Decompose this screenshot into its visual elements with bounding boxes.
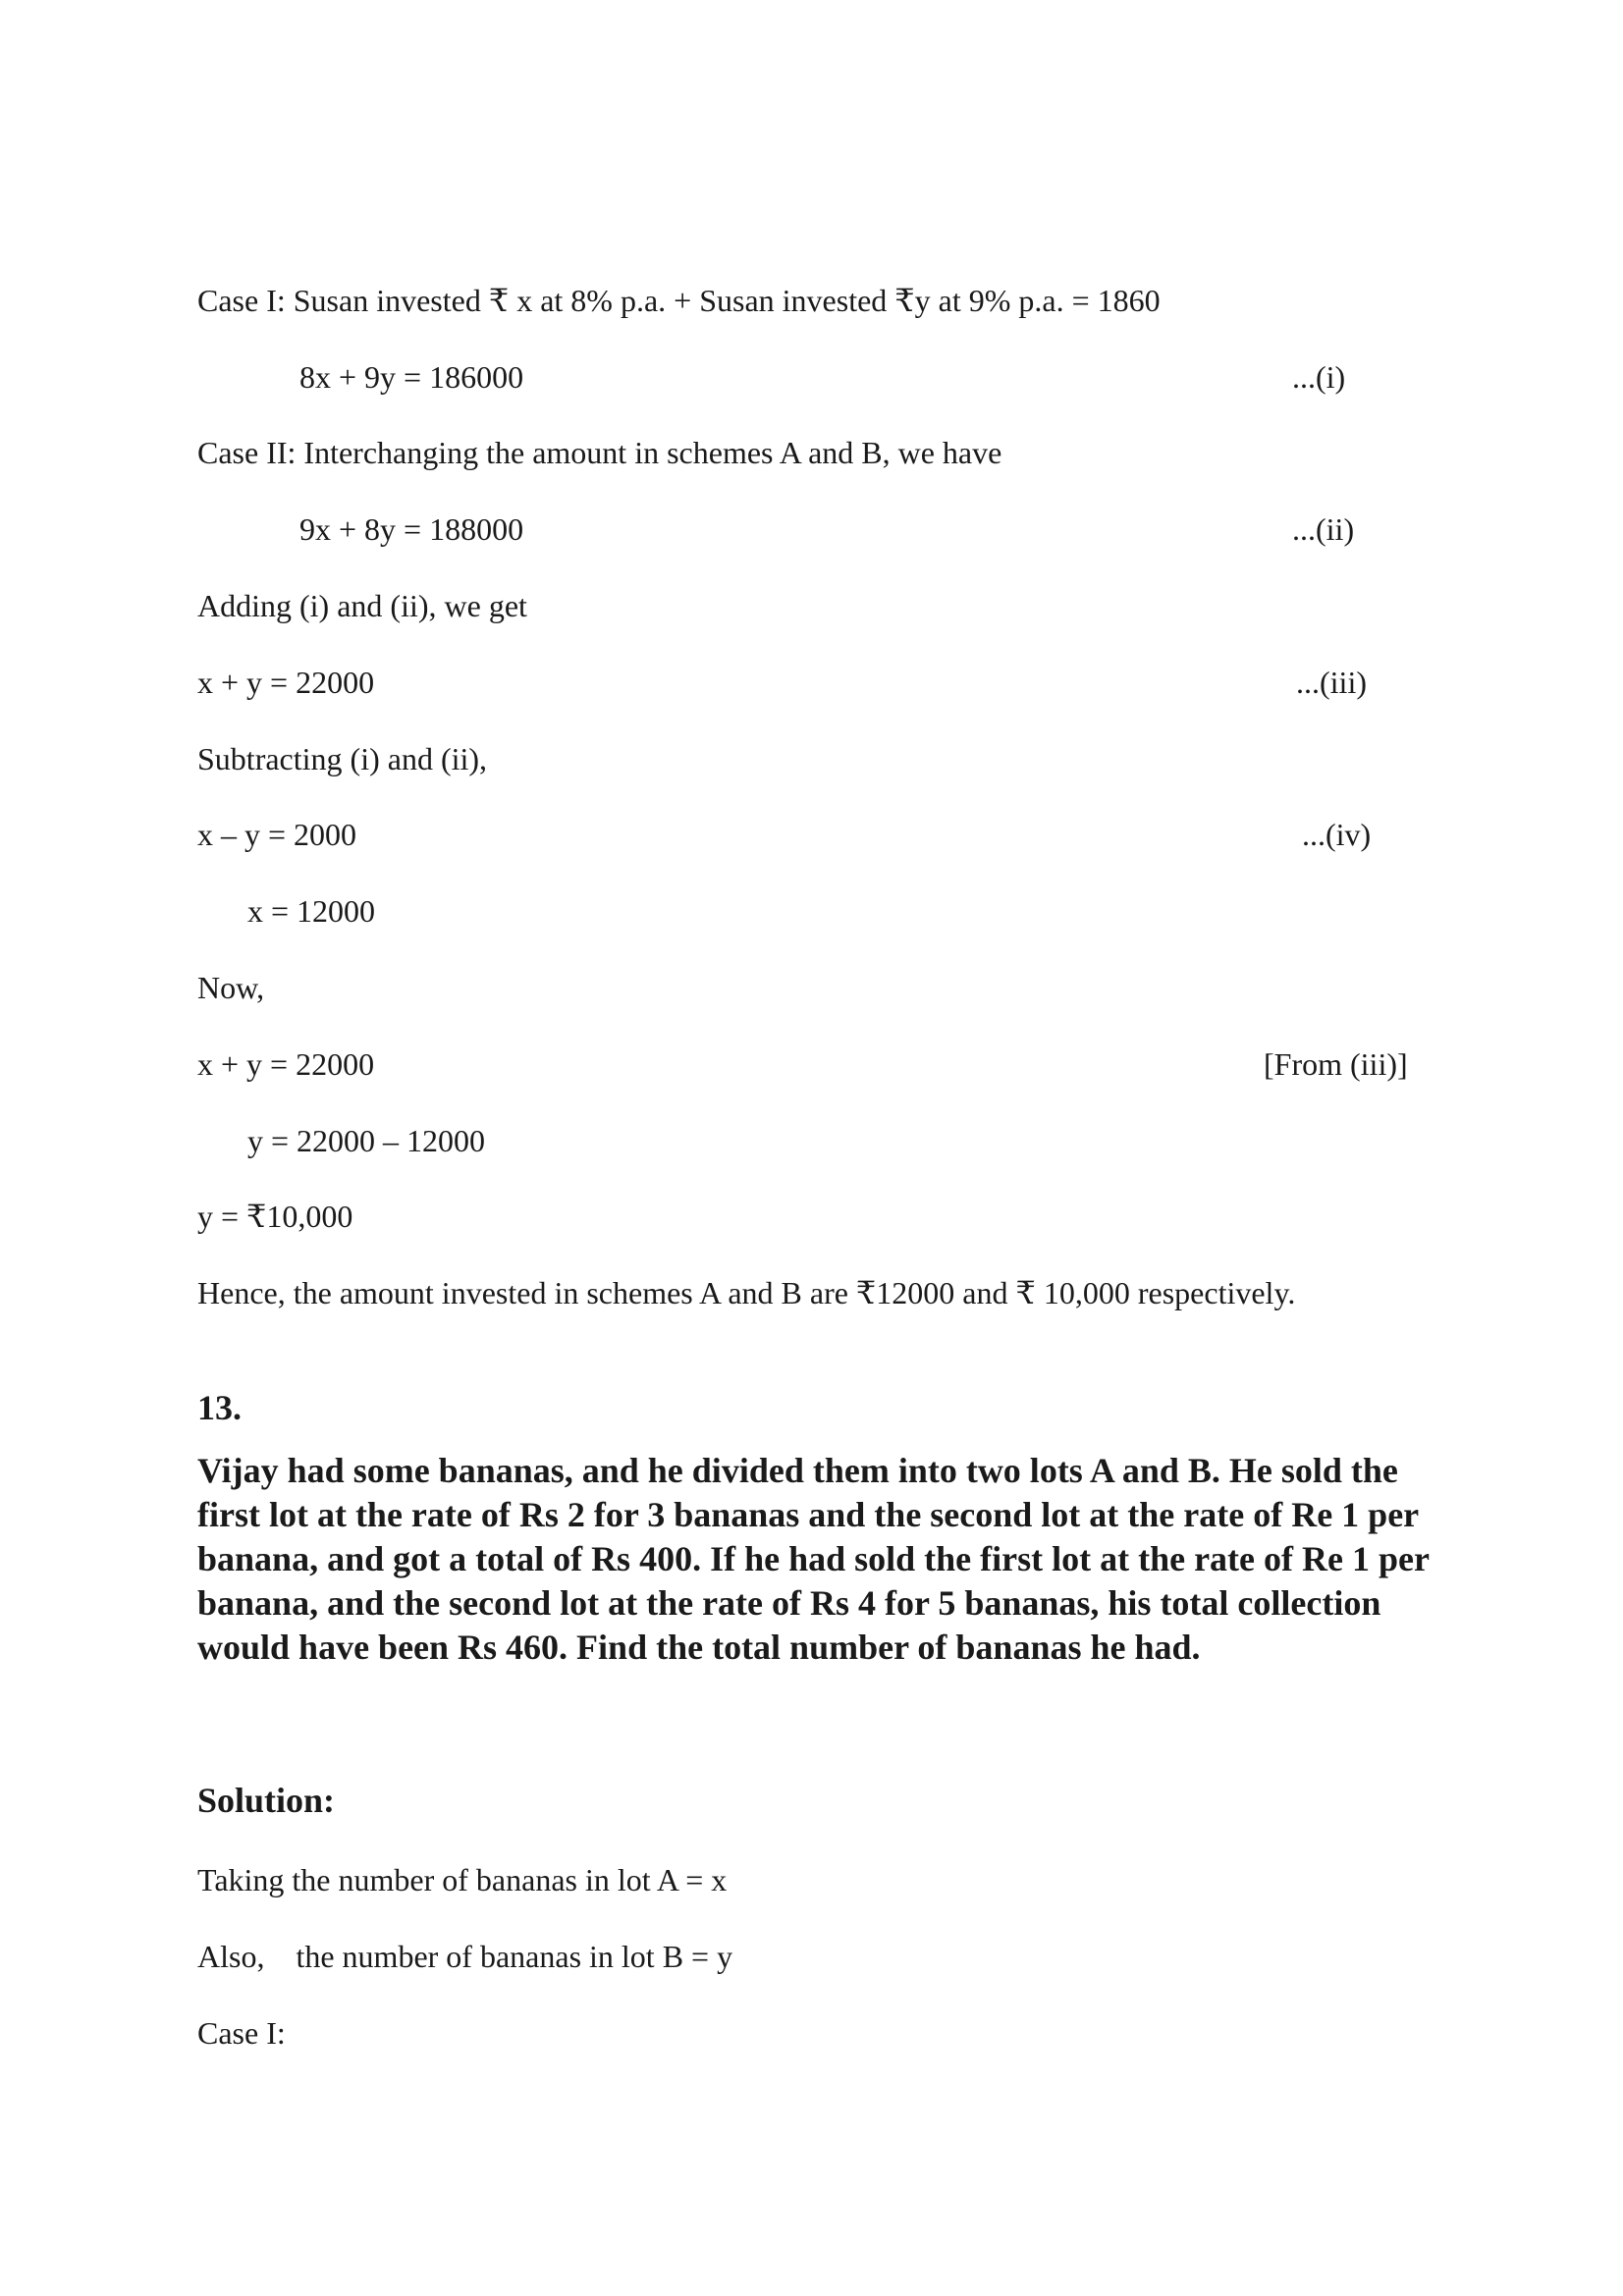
equation-2-ref: ...(ii) xyxy=(1292,511,1355,547)
now-label: Now, xyxy=(197,970,265,1005)
question-text: Vijay had some bananas, and he divided them into two lots A and B. He sold the first lot at the rate of Rs 2 for 3 bananas and the second lot at the rate of Re 1 per banana, and got a total of Rs 400. If he had sold the first lot at the rate of Re 1 per banana, and the second lot at the rate of Rs 4 for 5 bananas, his total collection would have been Rs 460. Find the total number of bananas he had. xyxy=(197,1451,1430,1667)
equation-4: x – y = 2000 xyxy=(197,817,357,852)
equation-5-ref: [From (iii)] xyxy=(1264,1046,1408,1082)
equation-1: 8x + 9y = 186000 xyxy=(299,359,524,395)
question-number: 13. xyxy=(197,1388,242,1427)
conclusion: Hence, the amount invested in schemes A and B are ₹12000 and ₹ 10,000 respectively. xyxy=(197,1275,1296,1310)
lot-b-definition: Also, the number of bananas in lot B = y xyxy=(197,1939,733,1974)
solution-heading: Solution: xyxy=(197,1781,336,1820)
case-1-label: Case I: xyxy=(197,2015,286,2051)
equation-1-ref: ...(i) xyxy=(1292,359,1346,395)
equation-3-ref: ...(iii) xyxy=(1296,665,1367,700)
lot-a-definition: Taking the number of bananas in lot A = x xyxy=(197,1862,728,1897)
equation-4-ref: ...(iv) xyxy=(1302,817,1372,852)
equation-3: x + y = 22000 xyxy=(197,665,375,700)
equation-5: x + y = 22000 xyxy=(197,1046,375,1082)
x-value: x = 12000 xyxy=(247,893,376,929)
equation-2: 9x + 8y = 188000 xyxy=(299,511,524,547)
case-1-statement: Case I: Susan invested ₹ x at 8% p.a. + Susan invested ₹y at 9% p.a. = 1860 xyxy=(197,283,1161,318)
y-value: y = ₹10,000 xyxy=(197,1199,353,1234)
y-step: y = 22000 – 12000 xyxy=(247,1123,486,1158)
subtracting-step: Subtracting (i) and (ii), xyxy=(197,741,488,776)
adding-step: Adding (i) and (ii), we get xyxy=(197,588,527,623)
case-2-statement: Case II: Interchanging the amount in schemes A and B, we have xyxy=(197,435,1002,470)
